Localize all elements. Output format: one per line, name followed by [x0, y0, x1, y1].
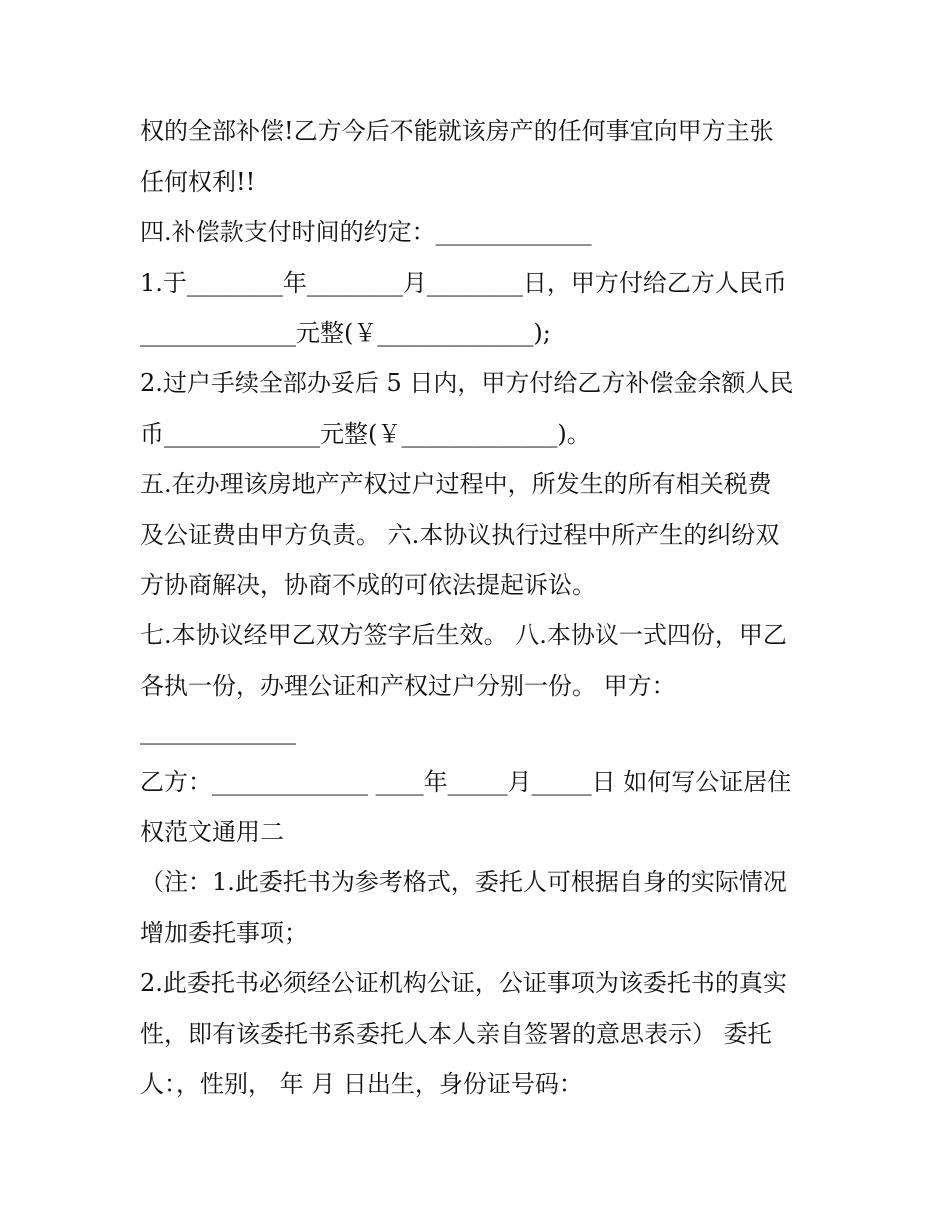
text-line: （注：1.此委托书为参考格式，委托人可根据自身的实际情况 [140, 868, 787, 896]
text-line: 权范文通用二 [140, 818, 284, 846]
text-line: 四.补偿款支付时间的约定：_____________ [140, 218, 592, 246]
text-line: 2.此委托书必须经公证机构公证，公证事项为该委托书的真实 [140, 969, 787, 997]
text-line: 2.过户手续全部办妥后 5 日内，甲方付给乙方补偿金余额人民 [140, 369, 794, 397]
text-line: 乙方：_____________ ____年_____月_____日 如何写公证居住 [140, 768, 792, 796]
text-line: _____________元整(￥_____________); [140, 319, 551, 347]
text-line: 各执一份，办理公证和产权过户分别一份。 甲方： [140, 672, 676, 700]
text-line: 性，即有该委托书系委托人本人亲自签署的意思表示） 委托 [140, 1020, 772, 1048]
signature-blank: _____________ [140, 717, 296, 745]
text-line: 任何权利!! [140, 168, 256, 196]
text-line: 币_____________元整(￥_____________)。 [140, 420, 591, 448]
text-line: 及公证费由甲方负责。 六.本协议执行过程中所产生的纠纷双 [140, 521, 780, 549]
text-line: 七.本协议经甲乙双方签字后生效。 八.本协议一式四份，甲乙 [140, 621, 787, 649]
text-line: 方协商解决，协商不成的可依法提起诉讼。 [140, 571, 596, 599]
text-line: 增加委托事项； [140, 919, 308, 947]
text-line: 五.在办理该房地产产权过户过程中，所发生的所有相关税费 [140, 470, 772, 498]
text-line: 人：，性别， 年 月 日出生，身份证号码： [140, 1070, 583, 1098]
text-line: 权的全部补偿!乙方今后不能就该房产的任何事宜向甲方主张 [140, 117, 774, 145]
text-line: 1.于________年________月________日，甲方付给乙方人民币 [140, 269, 787, 297]
